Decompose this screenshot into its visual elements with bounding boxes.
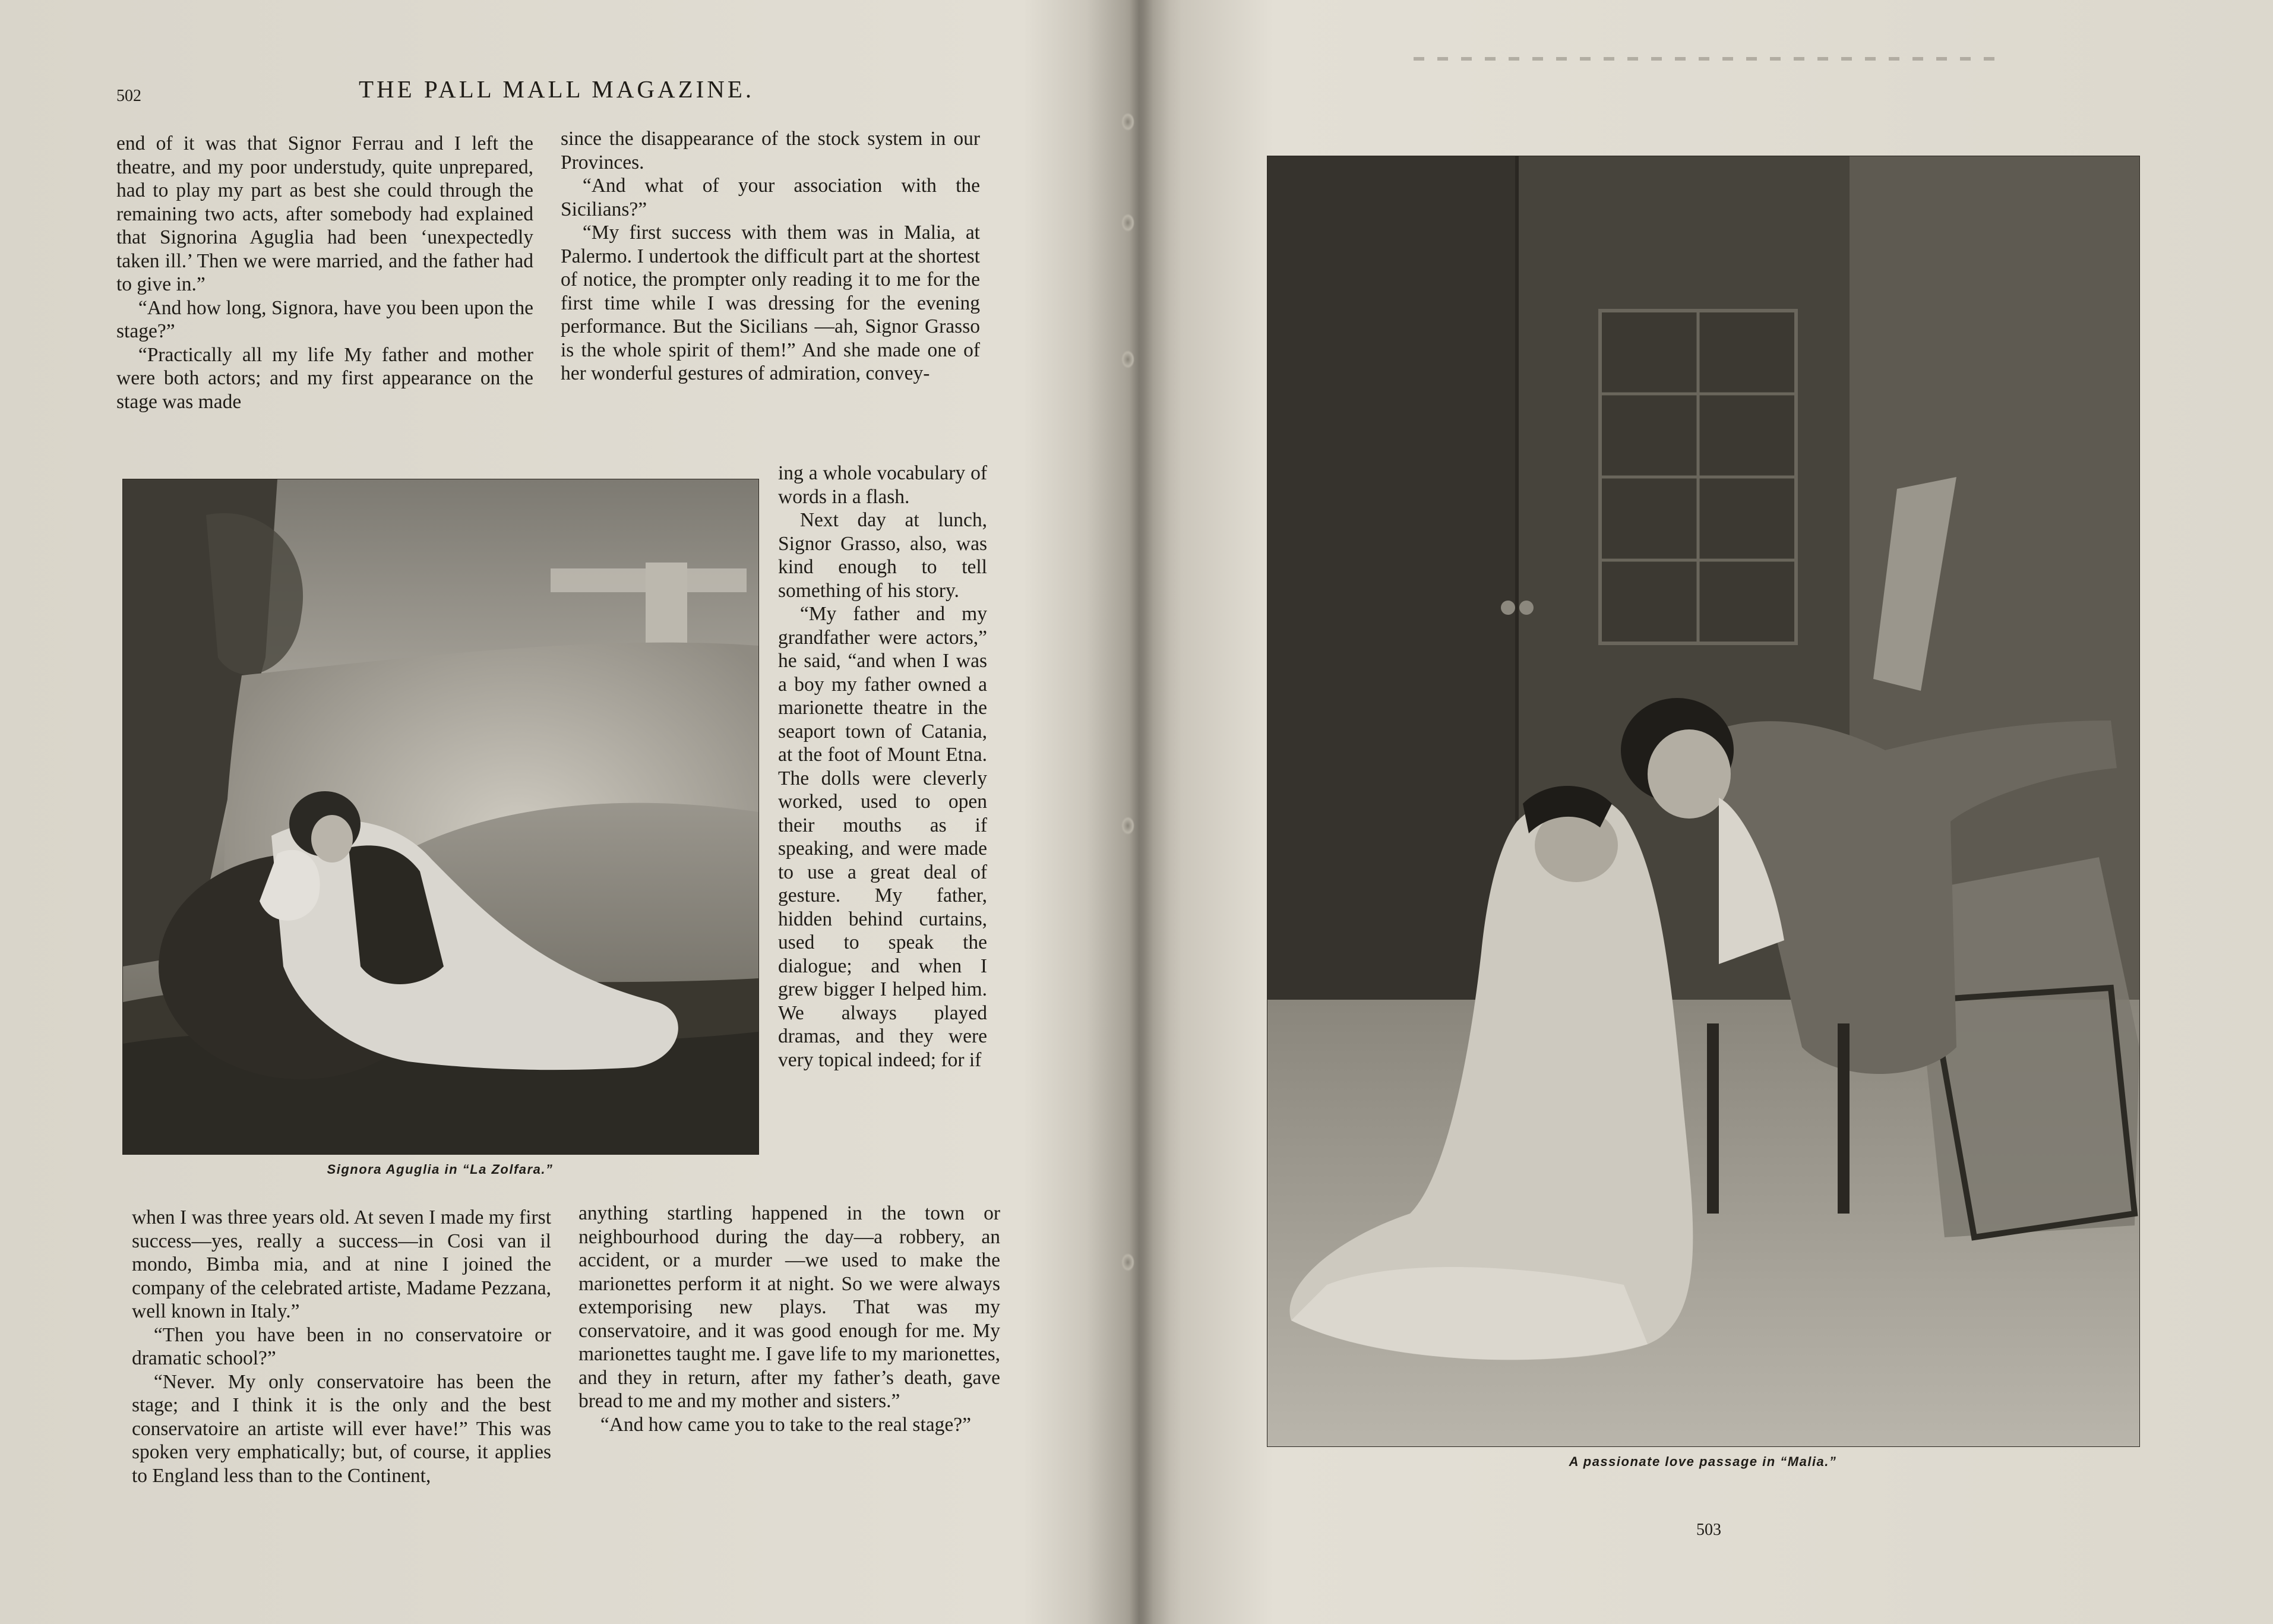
column-2-bottom	[578, 1202, 1000, 1436]
page-number-left: 502	[116, 87, 141, 105]
paragraph: “And how came you to take to the real stage?”	[600, 1413, 971, 1436]
paragraph: since the disappearance of the stock system in our Provinces.	[561, 128, 980, 173]
paragraph: “And what of your association with the Sicilians?”	[561, 175, 980, 220]
gutter-shadow	[1087, 0, 1182, 1624]
binding-stitch	[1121, 350, 1134, 368]
caption-la-zolfara: Signora Aguglia in “La Zolfara.”	[327, 1162, 554, 1177]
paragraph: “Then you have been in no conservatoire or dramatic school?”	[132, 1323, 551, 1369]
paragraph: Next day at lunch, Signor Grasso, also, was kind enough to tell something of his story.	[778, 509, 987, 602]
paragraph: “Never. My only conservatoire has been the stage; and I think it is the only and the best conservatoire an artiste will ever have!” This was spoken very emphatically; but, of course, it applies to England less than to the Continent,	[132, 1370, 551, 1487]
paragraph: end of it was that Signor Ferrau and I left the theatre, and my poor understudy, quite unprepared, had to play my part as best she could through the remaining two acts, after somebody had explained that Signorina Aguglia had been ‘unexpectedly taken ill.’ Then we were married, and the father had to give in.”	[116, 132, 533, 295]
binding-stitch	[1121, 113, 1134, 131]
column-2-top	[561, 127, 980, 386]
paragraph: “Practically all my life My father and mother were both actors; and my first appearance on the stage was made	[116, 343, 533, 413]
top-edge-marks	[1414, 57, 2008, 61]
paragraph: when I was three years old. At seven I made my first success—yes, really a success—in Cosi van il mondo, Bimba mia, and at nine I joined the company of the celebrated artiste, Madame Pezzana, well known in Italy.”	[132, 1206, 551, 1322]
photo-malia	[1267, 156, 2140, 1447]
page-number-right: 503	[1696, 1521, 1721, 1539]
running-head: THE PALL MALL MAGAZINE.	[359, 75, 755, 103]
paragraph: “And how long, Signora, have you been upon the stage?”	[116, 296, 533, 342]
caption-malia: A passionate love passage in “Malia.”	[1569, 1454, 1837, 1469]
paragraph: “My first success with them was in Malia, at Palermo. I undertook the difficult part at the shortest of notice, the prompter only reading it to me for the first time while I was dressing for the evening performance. But the Sicilians —ah, Signor Grasso is the whole spirit of them!” And she made one of her wonderful gestures of admiration, convey-	[561, 222, 980, 384]
paragraph: ing a whole vocabulary of words in a flash.	[778, 462, 987, 508]
photo-la-zolfara	[122, 479, 759, 1155]
column-1-bottom	[132, 1206, 551, 1487]
paragraph: anything startling happened in the town or neighbourhood during the day—a robbery, an accident, or a murder —we used to make the marionettes perform it at night. So we were always extemporising new plays. That was my conservatoire, and it was good enough for me. My marionettes taught me. I gave life to my marionettes, and they in return, after my father’s death, gave bread to me and my mother and sisters.”	[578, 1202, 1000, 1412]
binding-stitch	[1121, 214, 1134, 232]
column-2-narrow	[778, 462, 987, 1072]
paragraph: “My father and my grandfather were actors,” he said, “and when I was a boy my father owned a marionette theatre in the seaport town of Catania, at the foot of Mount Etna. The dolls were cleverly worked, used to open their mouths as if speaking, and were made to use a great deal of gesture. My father, hidden behind curtains, used to speak the dialogue; and when I grew bigger I helped him. We always played dramas, and they were very topical indeed; for if	[778, 603, 987, 1071]
column-1-top	[116, 132, 533, 413]
binding-stitch	[1121, 817, 1134, 835]
binding-stitch	[1121, 1253, 1134, 1271]
